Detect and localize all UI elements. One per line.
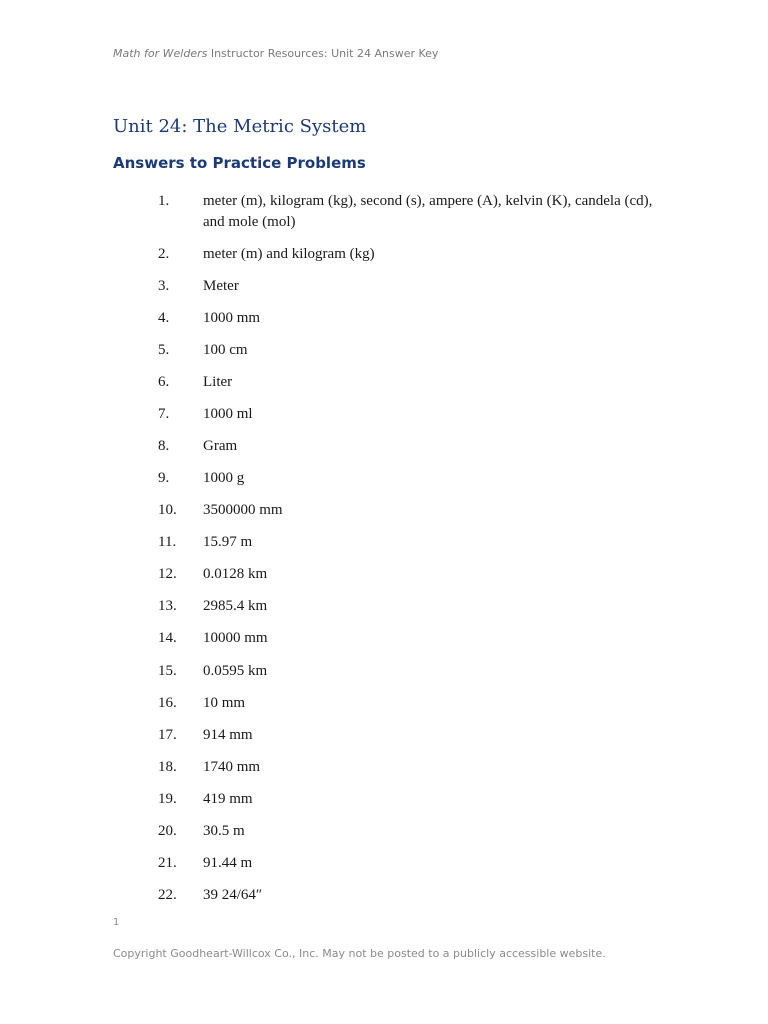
answer-number: 13.: [158, 598, 177, 614]
answer-text: 100 cm: [203, 342, 248, 358]
answer-number: 4.: [158, 310, 170, 326]
answer-number: 19.: [158, 791, 177, 807]
answer-text: 39 24/64″: [203, 887, 263, 903]
answer-number: 20.: [158, 823, 177, 839]
answer-text: 1000 ml: [203, 406, 253, 422]
answer-text: 914 mm: [203, 727, 253, 743]
answer-text: Meter: [203, 278, 239, 294]
header-book-title: Math for Welders: [113, 47, 208, 60]
answer-number: 11.: [158, 534, 177, 550]
answer-text: 419 mm: [203, 791, 253, 807]
answer-number: 16.: [158, 695, 177, 711]
answer-text: meter (m), kilogram (kg), second (s), ampere (A), kelvin (K), candela (cd), and mole (mol): [203, 193, 653, 230]
answer-text: 2985.4 km: [203, 598, 268, 614]
answer-number: 2.: [158, 246, 170, 262]
answer-text: 1000 g: [203, 470, 245, 486]
answer-text: 91.44 m: [203, 855, 253, 871]
answer-text: 3500000 mm: [203, 502, 283, 518]
section-heading: Answers to Practice Problems: [113, 154, 366, 172]
answer-number: 9.: [158, 470, 170, 486]
answer-number: 10.: [158, 502, 177, 518]
answer-text: 0.0595 km: [203, 663, 268, 679]
answer-number: 7.: [158, 406, 170, 422]
page-title: Unit 24: The Metric System: [113, 116, 367, 137]
header-subtitle: Instructor Resources: Unit 24 Answer Key: [207, 47, 439, 60]
answer-number: 6.: [158, 374, 170, 390]
answer-number: 18.: [158, 759, 177, 775]
answer-number: 12.: [158, 566, 177, 582]
page-number: 1: [113, 917, 120, 928]
answer-text: 1740 mm: [203, 759, 261, 775]
answer-number: 8.: [158, 438, 170, 454]
answer-number: 3.: [158, 278, 170, 294]
answer-text: 10000 mm: [203, 630, 268, 646]
answer-number: 1.: [158, 193, 170, 209]
answer-text: 10 mm: [203, 695, 246, 711]
answer-text: 15.97 m: [203, 534, 253, 550]
answer-number: 5.: [158, 342, 170, 358]
answer-text: 1000 mm: [203, 310, 261, 326]
answer-number: 17.: [158, 727, 177, 743]
answer-number: 15.: [158, 663, 177, 679]
answer-text: Gram: [203, 438, 238, 454]
answer-number: 22.: [158, 887, 177, 903]
copyright-notice: Copyright Goodheart-Willcox Co., Inc. May not be posted to a publicly accessible website.: [113, 947, 606, 960]
answer-text: Liter: [203, 374, 233, 390]
answer-number: 21.: [158, 855, 177, 871]
answer-text: meter (m) and kilogram (kg): [203, 246, 375, 262]
answer-number: 14.: [158, 630, 177, 646]
answer-text: 0.0128 km: [203, 566, 268, 582]
answer-text: 30.5 m: [203, 823, 245, 839]
